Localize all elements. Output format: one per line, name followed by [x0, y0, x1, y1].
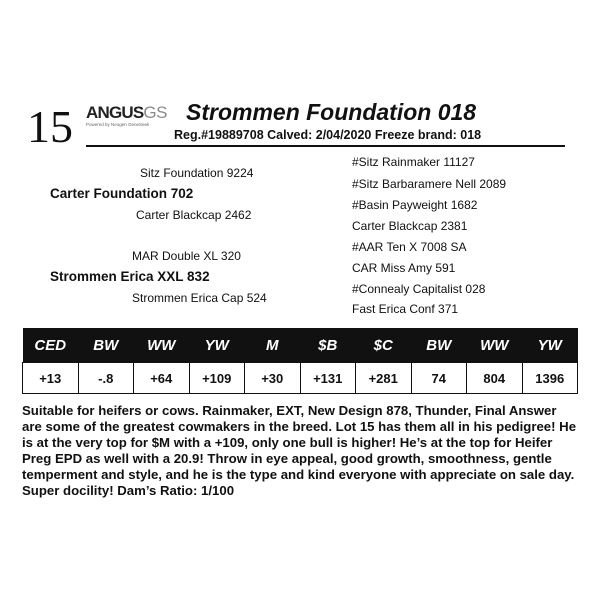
sire: Carter Foundation 702	[50, 186, 194, 201]
epd-value-cell: +64	[134, 363, 190, 394]
epd-value-cell: +109	[189, 363, 245, 394]
epd-value-cell: 74	[411, 363, 467, 394]
dam-sire: MAR Double XL 320	[132, 249, 241, 263]
epd-header-cell: YW	[522, 328, 578, 363]
ancestor: Carter Blackcap 2381	[352, 219, 468, 233]
epd-value-cell: 804	[467, 363, 523, 394]
epd-header-cell: BW	[78, 328, 134, 363]
sire-dam: Carter Blackcap 2462	[136, 208, 252, 222]
lot-number: 15	[27, 101, 73, 152]
epd-header-cell: CED	[23, 328, 79, 363]
lot-description: Suitable for heifers or cows. Rainmaker, EXT, New Design 878, Thunder, Final Answer are some of the greatest cowmakers in the breed. Lot 15 has them all in his pedigree! He is at the very top for $M with a +109, only one bull is higher! He’s at the top for Heifer Preg EPD as well with a 20.9! Throw in eye appeal, good growth, smoothness, gentle temperment and style, and he is the type and kind everyone with appreciate on sale day. Super docility! Dam’s Ratio: 1/100	[22, 403, 577, 498]
title-divider	[86, 145, 565, 147]
ancestor: Fast Erica Conf 371	[352, 302, 459, 316]
epd-value-cell: +281	[356, 363, 412, 394]
dam: Strommen Erica XXL 832	[50, 269, 210, 284]
logo-main-text: ANGUS	[86, 103, 144, 122]
ancestor: #Connealy Capitalist 028	[352, 282, 486, 296]
epd-value-cell: +30	[245, 363, 301, 394]
epd-value-row	[23, 363, 578, 394]
animal-name-title: Strommen Foundation 018	[186, 99, 477, 125]
epd-header-cell: YW	[189, 328, 245, 363]
logo-accent-text: GS	[143, 103, 167, 122]
angus-gs-logo	[86, 103, 167, 132]
epd-header-cell: WW	[467, 328, 523, 363]
epd-value-cell: 1396	[522, 363, 578, 394]
ancestor: #Basin Payweight 1682	[352, 198, 478, 212]
registration-line: Reg.#19889708 Calved: 2/04/2020 Freeze brand: 018	[174, 128, 482, 142]
logo-tagline: Powered by Neogen GeneSeek	[86, 122, 150, 127]
epd-header-cell: $B	[300, 328, 356, 363]
epd-header-row	[23, 328, 578, 363]
epd-header-cell: $C	[356, 328, 412, 363]
ancestor: CAR Miss Amy 591	[352, 261, 456, 275]
epd-header-cell: WW	[134, 328, 190, 363]
epd-value-cell: +131	[300, 363, 356, 394]
epd-value-cell: +13	[23, 363, 79, 394]
epd-header-cell: BW	[411, 328, 467, 363]
epd-value-cell: -.8	[78, 363, 134, 394]
ancestor: #Sitz Barbaramere Nell 2089	[352, 177, 507, 191]
dam-dam: Strommen Erica Cap 524	[132, 291, 267, 305]
ancestor: #AAR Ten X 7008 SA	[352, 240, 467, 254]
epd-table	[22, 328, 578, 394]
epd-header-cell: M	[245, 328, 301, 363]
sire-sire: Sitz Foundation 9224	[140, 166, 254, 180]
ancestor: #Sitz Rainmaker 11127	[352, 155, 475, 169]
